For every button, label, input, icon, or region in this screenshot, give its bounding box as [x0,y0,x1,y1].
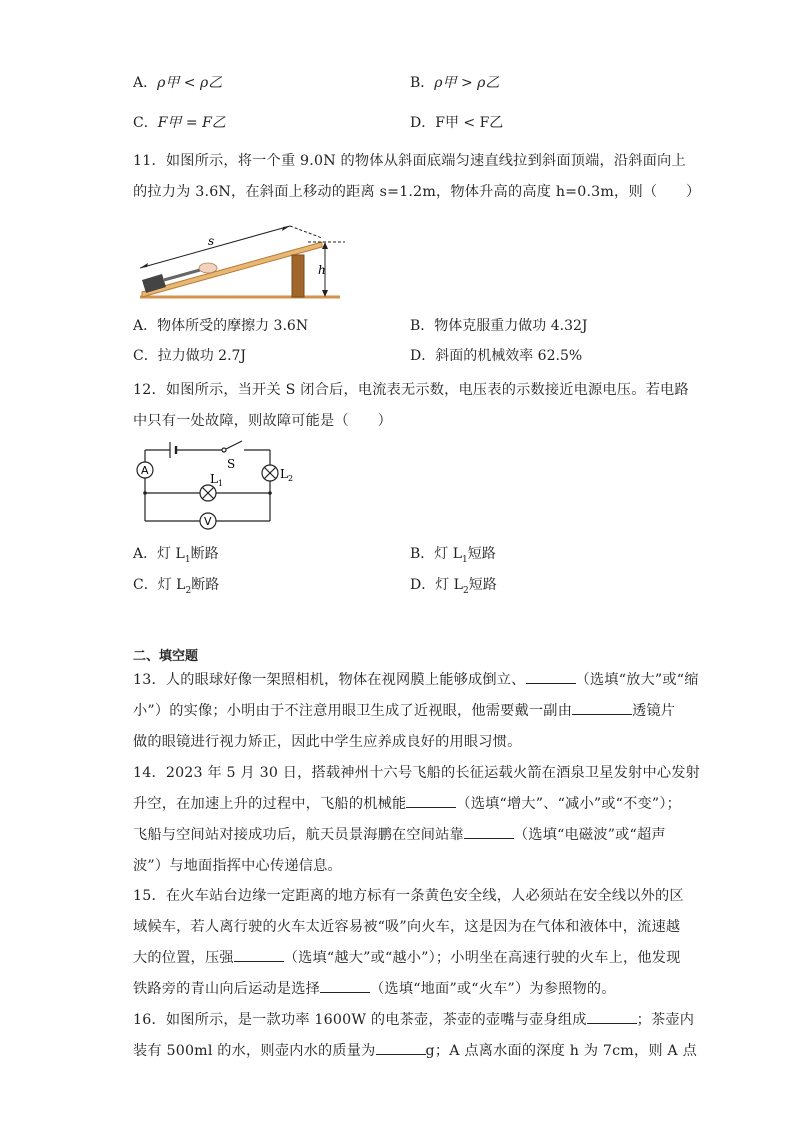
q14-blank-1[interactable] [406,791,456,808]
switch-label: S [227,457,236,471]
q11-option-d[interactable]: D．斜面的机械效率 62.5% [410,348,583,364]
voltmeter-label: V [204,515,212,528]
q16-stem: 16．如图所示，是一款功率 1600W 的电茶壶，茶壶的壶嘴与壶身组成 ；茶壶内 装有 500ml 的水，则壶内水的质量为 g；A 点离水面的深度 h 为 7cm，则 A 点 [133,1005,663,1067]
s-arrow-head-right [282,226,290,231]
q15-blank-1[interactable] [234,945,284,962]
switch-pivot [222,448,226,452]
q11-stem: 11．如图所示，将一个重 9.0N 的物体从斜面底端匀速直线拉到斜面顶端，沿斜面向上 的拉力为 3.6N，在斜面上移动的距离 s=1.2m，物体升高的高度 h=0.3m，则（ ） [133,153,701,200]
q15-blank-2[interactable] [320,976,370,993]
q12-option-d[interactable]: D．灯 $L_2$短路 [410,577,497,596]
support-block [292,255,304,297]
q10-option-c[interactable]: C．F甲 = F乙 [133,115,226,131]
s-label: s [208,234,215,248]
q12-stem: 12．如图所示，当开关 S 闭合后，电流表无示数，电压表的示数接近电源电压。若电路 中只有一处故障，则故障可能是（ ） [133,382,689,429]
q13-blank-1[interactable] [526,667,576,684]
q10-option-a[interactable]: A．ρ甲 < ρ乙 [133,75,223,91]
incline-figure [130,220,350,305]
q14-blank-2[interactable] [464,822,514,839]
h-arrow-head-top [322,242,328,249]
l2-label: $L_2$ [280,467,294,483]
ammeter-label: A [141,464,149,477]
q13-blank-2[interactable] [572,698,632,715]
q10-option-d[interactable]: D．F甲 < F乙 [410,115,504,131]
q15-stem: 15．在火车站台边缘一定距离的地方标有一条黄色安全线，人必须站在安全线以外的区 域候车，若人离行驶的火车太近容易被“吸”向火车，这是因为在气体和液体中，流速越 大的位置，压强 （选填“越大”或“越小”）；小明坐在高速行驶的火车上，他发现 铁路旁的青山向后运动是选择 （选填“地面”或“火车”）为参照物的。 [133,888,684,997]
q11-option-a[interactable]: A．物体所受的摩擦力 3.6N [133,318,309,334]
section-heading-fill-blank: 二、填空题 [133,649,199,664]
hand-icon [199,263,217,273]
q10-option-b[interactable]: B．ρ甲 > ρ乙 [410,75,500,91]
q14-stem: 14．2023 年 5 月 30 日，搭载神州十六号飞船的长征运载火箭在酒泉卫星发射中心发射 升空，在加速上升的过程中，飞船的机械能 （选填“增大”、“减小”或“不变”）； 飞船与空间站对接成功后，航天员景海鹏在空间站靠 （选填“电磁波”或“超声 波”）与地面指挥中心传递信息。 [133,765,700,874]
h-label: h [318,263,326,277]
junction-right [268,491,272,495]
q12-option-a[interactable]: A．灯 $L_1$断路 [133,546,219,565]
q16-blank-2[interactable] [376,1038,426,1055]
q11-option-b[interactable]: B．物体克服重力做功 4.32J [410,318,588,334]
q12-option-b[interactable]: B．灯 $L_1$短路 [410,546,496,565]
switch-blade [226,441,242,449]
q16-blank-1[interactable] [587,1007,637,1024]
q11-option-c[interactable]: C．拉力做功 2.7J [133,348,247,364]
junction-left [143,491,147,495]
l1-label: $L_1$ [210,472,224,488]
q13-stem: 13．人的眼球好像一架照相机，物体在视网膜上能够成倒立、 （选填“放大”或“缩 小”）的实像；小明由于不注意用眼卫生成了近视眼，他需要戴一副由 透镜片 做的眼镜进行视力矫正，因此中学生应养成良好的用眼习惯。 [133,665,663,758]
dashed-tick [290,226,322,238]
circuit-figure [130,438,310,530]
q12-option-c[interactable]: C．灯 $L_2$断路 [133,577,220,596]
